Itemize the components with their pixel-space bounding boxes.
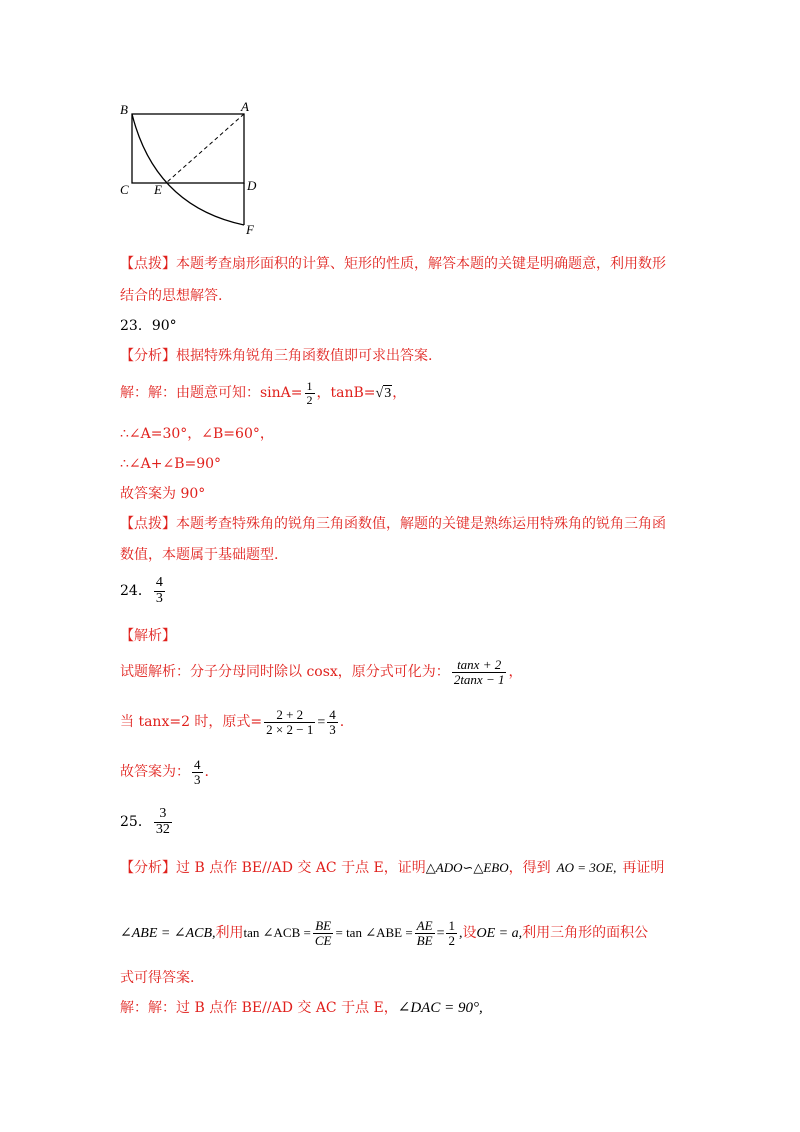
q24-answer-fraction bbox=[154, 576, 165, 606]
q23-tip-line2: 数值，本题属于基础题型. bbox=[120, 547, 279, 563]
q23-step2: ∴∠A+∠B=90° bbox=[120, 456, 222, 472]
q25-tan1: tan ∠ACB = bbox=[243, 925, 311, 940]
q23-tip-line1: 【点拨】本题考查特殊角的锐角三角函数值，解题的关键是熟练运用特殊角的锐角三角函 bbox=[120, 516, 666, 532]
label-b: B bbox=[120, 102, 128, 117]
q25-dac: ∠DAC = 90°, bbox=[397, 1000, 483, 1016]
q23-final: 故答案为 90° bbox=[120, 486, 206, 502]
q24-expr-num: tanx + 2 bbox=[457, 656, 502, 672]
q24-res-num: 4 bbox=[329, 706, 336, 722]
q24-jiexi: 【解析】 bbox=[120, 628, 176, 644]
fraction-sina bbox=[305, 380, 315, 406]
dashed-diagonal bbox=[166, 114, 244, 183]
label-a: A bbox=[241, 99, 249, 114]
q25-analysis-prefix: 【分析】过 B 点作 BE//AD 交 AC 于点 E，证明 bbox=[120, 860, 426, 876]
q24-calc-eq: = bbox=[317, 715, 326, 730]
label-e: E bbox=[154, 182, 162, 197]
q23-analysis: 【分析】根据特殊角锐角三角函数值即可求出答案. bbox=[120, 348, 433, 364]
q25-ae: AE bbox=[416, 917, 433, 933]
q24-final-num: 4 bbox=[194, 756, 201, 772]
q25-be-ce bbox=[313, 919, 334, 947]
q25-half-num: 1 bbox=[448, 917, 455, 933]
q25-be2: BE bbox=[416, 932, 433, 948]
q25-answer-fraction bbox=[154, 807, 172, 837]
q23-solution bbox=[120, 380, 406, 407]
q24-ans-num: 4 bbox=[155, 574, 163, 590]
q25-rest: 利用三角形的面积公 bbox=[522, 925, 649, 941]
q24-ans-den: 3 bbox=[155, 590, 163, 606]
q24-final bbox=[120, 752, 209, 792]
sina-den: 2 bbox=[306, 392, 313, 407]
sina-num: 1 bbox=[306, 379, 313, 393]
q24-calc-num: 2 + 2 bbox=[276, 706, 304, 722]
q25-solution bbox=[120, 998, 483, 1018]
label-d: D bbox=[247, 178, 257, 193]
tip-line-1: 【点拨】本题考查扇形面积的计算、矩形的性质，解答本题的关键是明确题意，利用数形 bbox=[120, 256, 666, 272]
q25-oe-eq: OE = a, bbox=[476, 926, 523, 941]
q25-tan2: = tan ∠ABE = bbox=[335, 925, 413, 940]
q24-final-fraction bbox=[192, 758, 203, 786]
q25-analysis-end: 再证明 bbox=[622, 860, 665, 876]
q25-similar-triangles: △ADO∽△EBO bbox=[425, 860, 509, 875]
sqrt-three: √3 bbox=[375, 386, 392, 402]
q25-comma: , bbox=[458, 926, 463, 941]
arc-bf bbox=[132, 114, 244, 225]
q23-sol-mid: ，tanB= bbox=[316, 385, 376, 402]
q24-line2-prefix: 当 tanx=2 时，原式= bbox=[120, 714, 263, 730]
q25-use: 利用 bbox=[215, 925, 244, 941]
geometry-figure bbox=[110, 96, 270, 236]
q23-answer: 23．90° bbox=[120, 318, 177, 334]
q25-eq: = bbox=[436, 926, 445, 941]
q24-calc-fraction bbox=[264, 708, 315, 736]
q24-res-den: 3 bbox=[329, 721, 336, 737]
q24-line2-end: . bbox=[339, 714, 345, 730]
q24-line2 bbox=[120, 702, 344, 743]
q25-angle-eq: ∠ABE = ∠ACB, bbox=[120, 926, 216, 941]
q24-expr-den: 2tanx − 1 bbox=[453, 671, 505, 687]
q23-sol-end: ， bbox=[392, 385, 407, 402]
tip-line-2: 结合的思想解答. bbox=[120, 288, 223, 304]
q25-analysis-line3: 式可得答案. bbox=[120, 970, 195, 986]
q24-expr-fraction bbox=[452, 658, 507, 686]
q25-label: 25． bbox=[120, 814, 152, 830]
q23-sol-prefix: 解：解：由题意可知：sinA= bbox=[120, 385, 303, 402]
q24-line1-end: ， bbox=[508, 664, 523, 680]
q24-final-end: . bbox=[204, 764, 209, 780]
q24-calc-den: 2 × 2 − 1 bbox=[266, 721, 314, 737]
q25-be: BE bbox=[315, 917, 332, 933]
q24-line1 bbox=[120, 652, 522, 692]
rectangle-abcd bbox=[132, 114, 244, 183]
q25-ce: CE bbox=[314, 932, 332, 948]
q25-answer bbox=[120, 802, 174, 842]
sqrt-radicand: 3 bbox=[384, 386, 392, 402]
q25-analysis-line1 bbox=[120, 858, 664, 878]
label-c: C bbox=[120, 182, 129, 197]
q24-line1-prefix: 试题解析：分子分母同时除以 cosx，原分式可化为： bbox=[120, 664, 450, 680]
q25-analysis-line2 bbox=[120, 912, 648, 955]
q25-ae-be bbox=[415, 919, 435, 947]
q24-final-prefix: 故答案为： bbox=[120, 764, 190, 780]
q24-final-den: 3 bbox=[194, 771, 201, 787]
q25-ao-eq: AO = 3OE, bbox=[556, 860, 617, 875]
q24-answer bbox=[120, 572, 167, 610]
q25-analysis-mid: ，得到 bbox=[508, 860, 551, 876]
q24-calc-result bbox=[327, 708, 338, 736]
q25-ans-num: 3 bbox=[159, 805, 167, 821]
q25-sol-prefix: 解：解：过 B 点作 BE//AD 交 AC 于点 E， bbox=[120, 1000, 398, 1016]
q25-half-den: 2 bbox=[448, 932, 455, 948]
q25-let: 设 bbox=[462, 925, 477, 941]
q24-label: 24． bbox=[120, 583, 152, 599]
q23-step1: ∴∠A=30°，∠B=60°， bbox=[120, 426, 274, 442]
label-f: F bbox=[246, 222, 254, 236]
q25-ans-den: 32 bbox=[155, 821, 170, 837]
q25-half bbox=[446, 919, 457, 947]
